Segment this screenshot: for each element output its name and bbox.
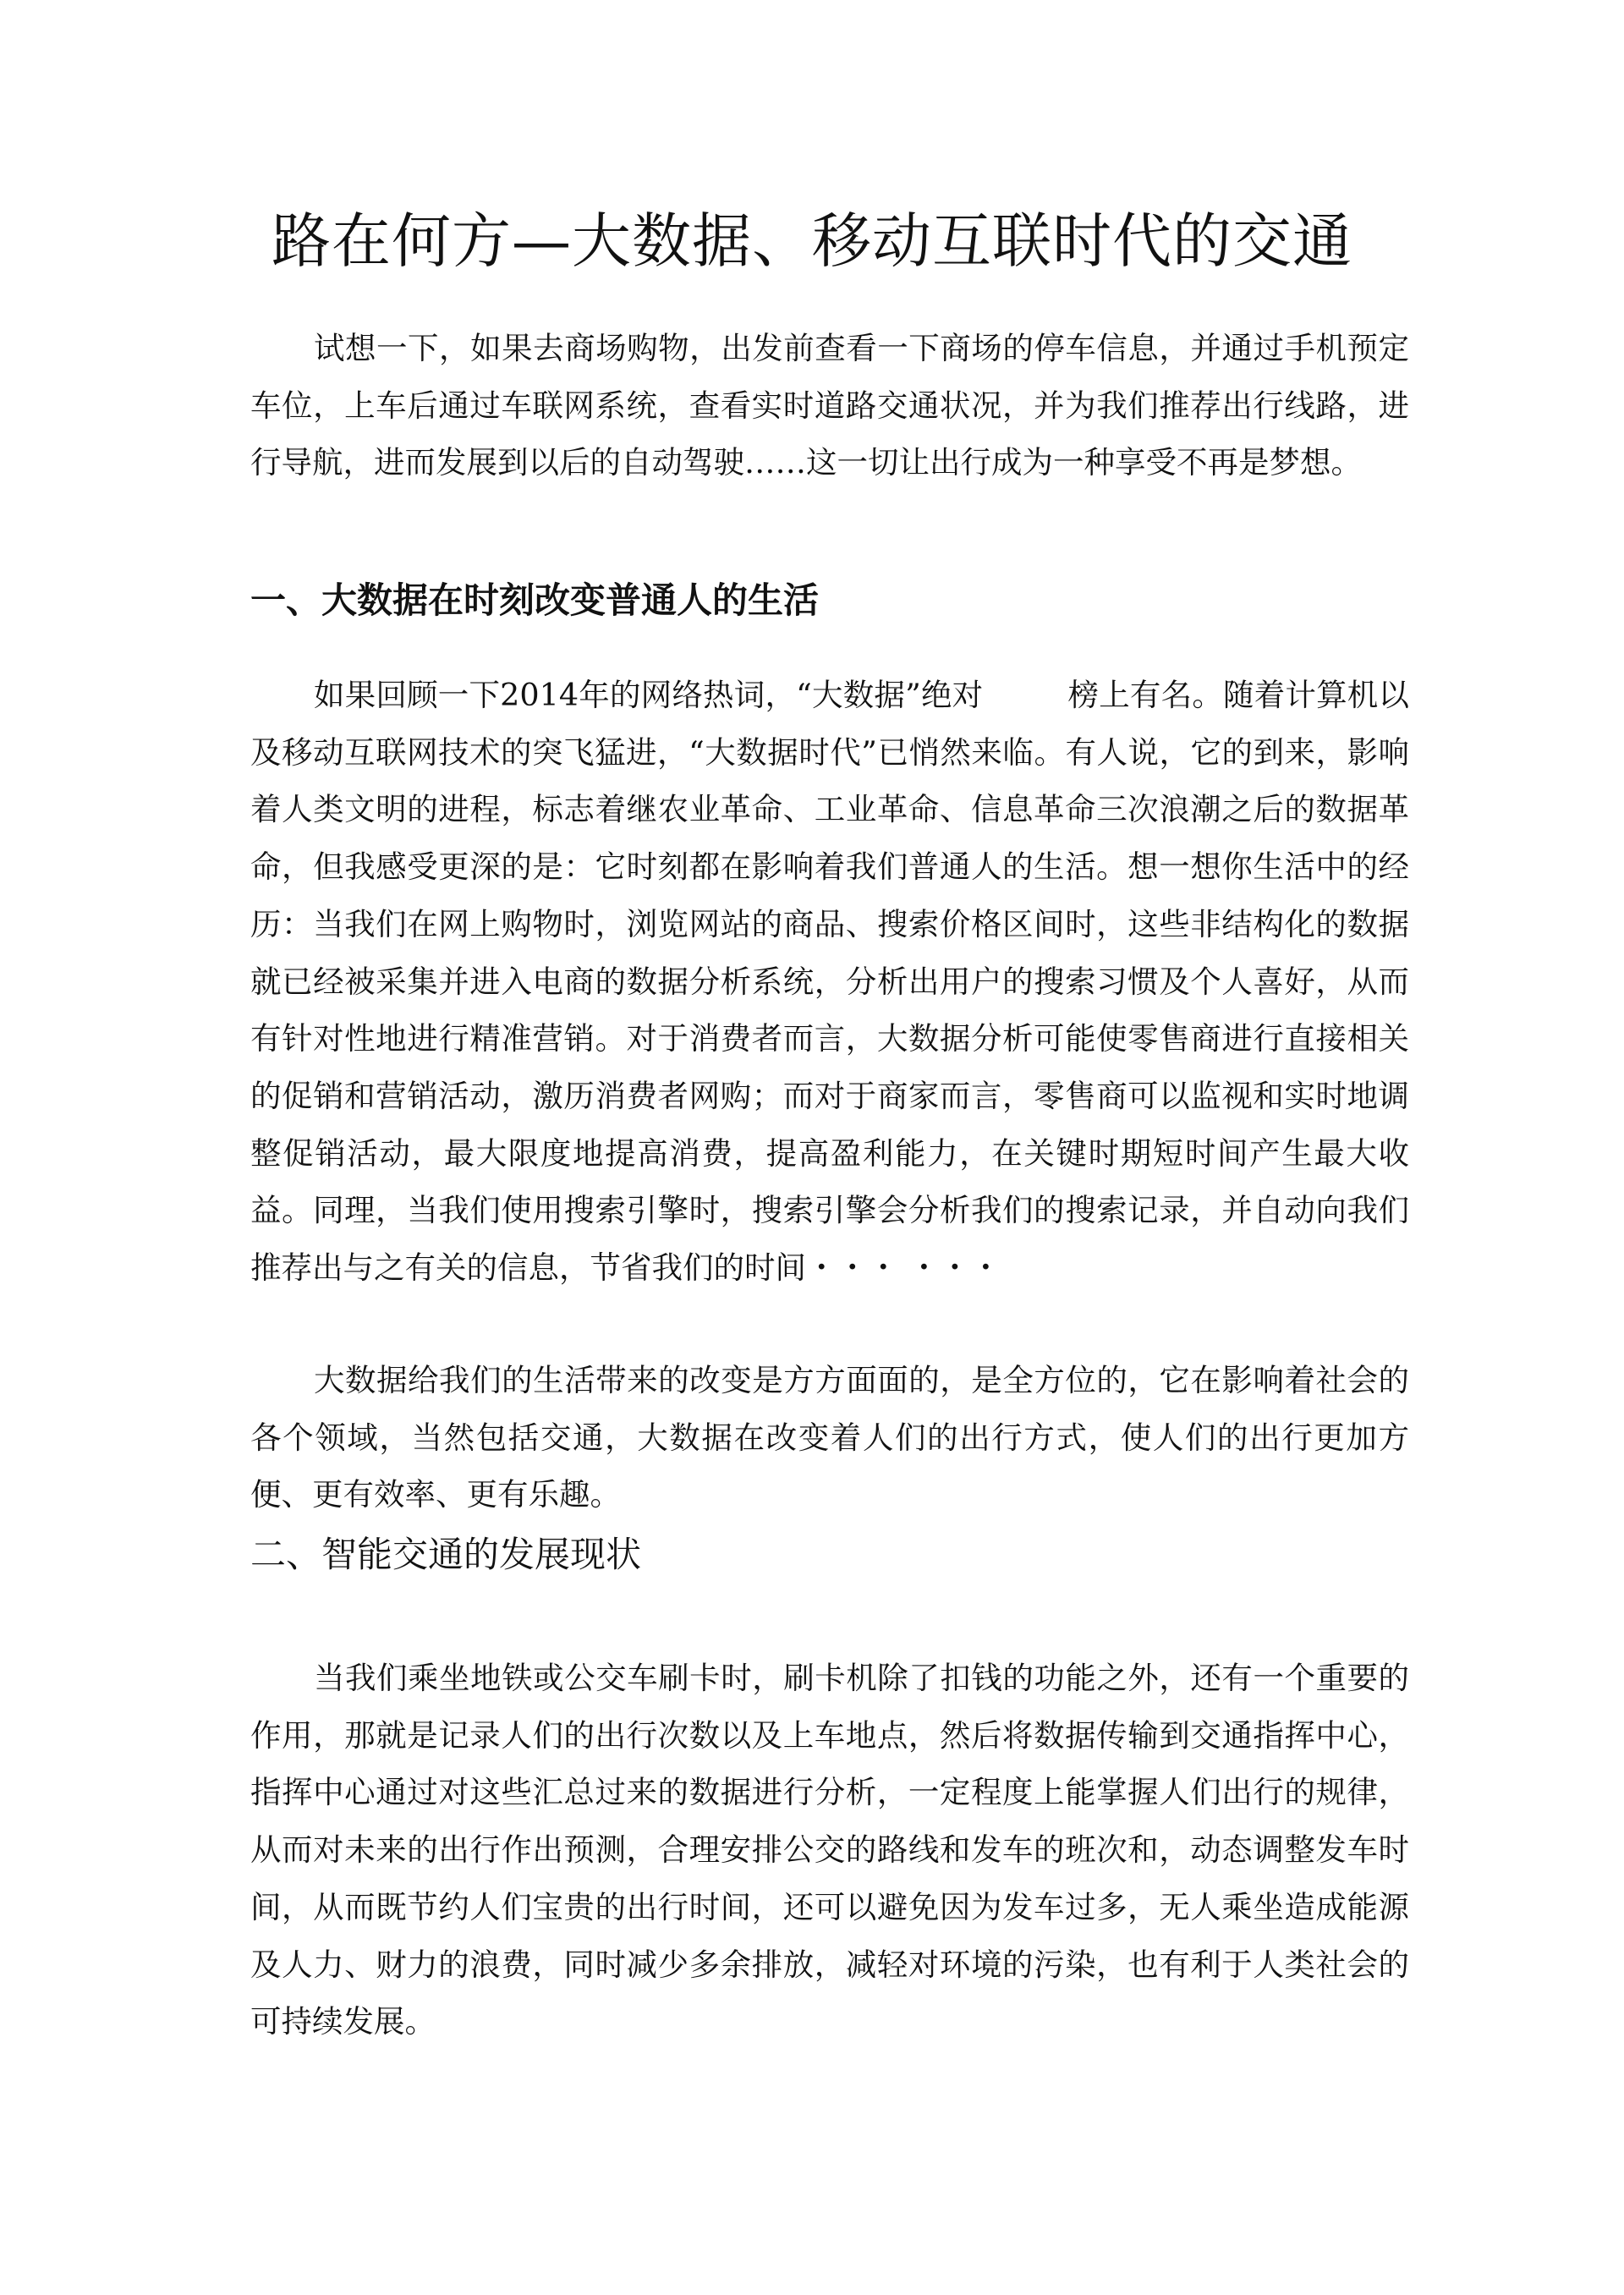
section-heading-smart-traffic: 二、智能交通的发展现状	[250, 1534, 642, 1575]
smart-traffic-paragraph: 当我们乘坐地铁或公交车刷卡时，刷卡机除了扣钱的功能之外，还有一个重要的作用，那就是记录人们的出行次数以及上车地点，然后将数据传输到交通指挥中心，指挥中心通过对这些汇总过来的数据进行分析，一定程度上能掌握人们出行的规律，从而对未来的出行作出预测，合理安排公交的路线和发车的班次和，动态调整发车时间，从而既节约人们宝贵的出行时间，还可以避免因为发车过多，无人乘坐造成能源及人力、财力的浪费，同时减少多余排放，减轻对环境的污染，也有利于人类社会的可持续发展。	[250, 1660, 1409, 2040]
section-heading-big-data-life: 一、大数据在时刻改变普通人的生活	[250, 579, 820, 621]
intro-paragraph: 试想一下，如果去商场购物，出发前查看一下商场的停车信息，并通过手机预定车位，上车后通过车联网系统，查看实时道路交通状况，并为我们推荐出行线路，进行导航，进而发展到以后的自动驾驶……这一切让出行成为一种享受不再是梦想。	[250, 330, 1409, 481]
big-data-life-paragraph-rest: 榜上有名。随着计算机以及移动互联网技术的突飞猛进，“大数据时代”已悄然来临。有人说，它的到来，影响着人类文明的进程，标志着继农业革命、工业革命、信息革命三次浪潮之后的数据革命，但我感受更深的是：它时刻都在影响着我们普通人的生活。想一想你生活中的经历：当我们在网上购物时，浏览网站的商品、搜索价格区间时，这些非结构化的数据就已经被采集并进入电商的数据分析系统，分析出用户的搜索习惯及个人喜好，从而有针对性地进行精准营销。对于消费者而言，大数据分析可能使零售商进行直接相关的促销和营销活动，激历消费者网购；而对于商家而言，零售商可以监视和实时地调整促销活动，最大限度地提高消费，提高盈利能力，在关键时期短时间产生最大收益。同理，当我们使用搜索引擎时，搜索引擎会分析我们的搜索记录，并自动向我们推荐出与之有关的信息，节省我们的时间・・・ ・・・	[250, 677, 1410, 1287]
document-title: 路在何方—大数据、移动互联时代的交通	[272, 206, 1352, 276]
big-data-life-paragraph-lead: 如果回顾一下2014年的网络热词，“大数据”绝对	[314, 677, 984, 713]
big-data-life-paragraph	[250, 667, 1409, 1297]
big-data-change-paragraph: 大数据给我们的生活带来的改变是方方面面的，是全方位的，它在影响着社会的各个领域，当然包括交通，大数据在改变着人们的出行方式，使人们的出行更加方便、更有效率、更有乐趣。	[250, 1362, 1409, 1513]
